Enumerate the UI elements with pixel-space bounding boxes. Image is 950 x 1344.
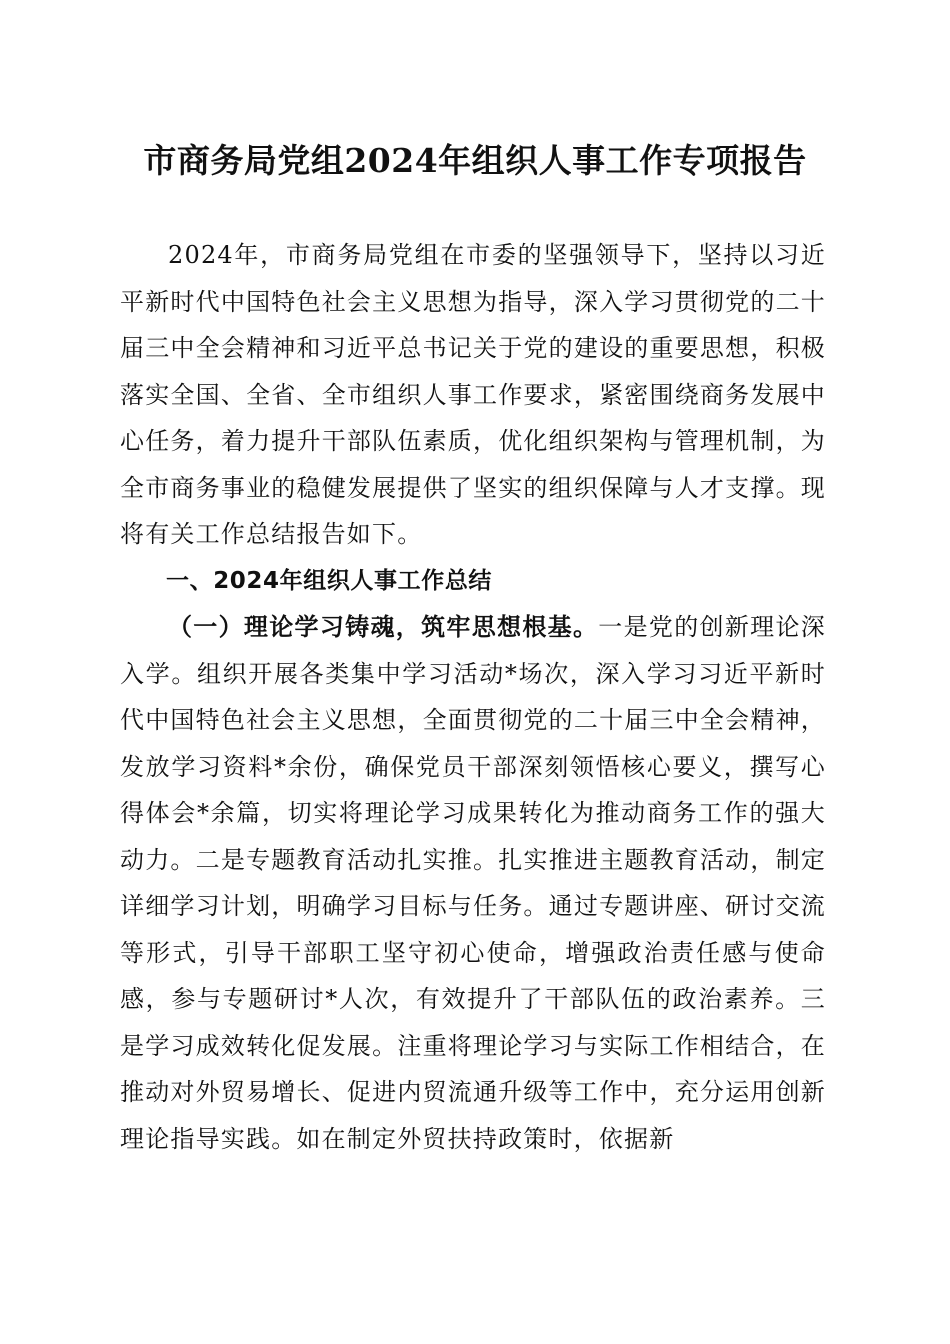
- subsection-lead-1: （一）理论学习铸魂，筑牢思想根基。: [168, 612, 599, 641]
- intro-paragraph: 2024年，市商务局党组在市委的坚强领导下，坚持以习近平新时代中国特色社会主义思想为指导，深入学习贯彻党的二十届三中全会精神和习近平总书记关于党的建设的重要思想，积极落实全国、全省、全市组织人事工作要求，紧密围绕商务发展中心任务，着力提升干部队伍素质，优化组织架构与管理机制，为全市商务事业的稳健发展提供了坚实的组织保障与人才支撑。现将有关工作总结报告如下。: [120, 241, 826, 548]
- section-heading-1: 一、2024年组织人事工作总结: [166, 567, 493, 594]
- document-body: [120, 232, 826, 1162]
- subsection-text-1: 一是党的创新理论深入学。组织开展各类集中学习活动*场次，深入学习习近平新时代中国特色社会主义思想，全面贯彻党的二十届三中全会精神，发放学习资料*余份，确保党员干部深刻领悟核心要义，撰写心得体会*余篇，切实将理论学习成果转化为推动商务工作的强大动力。二是专题教育活动扎实推。扎实推进主题教育活动，制定详细学习计划，明确学习目标与任务。通过专题讲座、研讨交流等形式，引导干部职工坚守初心使命，增强政治责任感与使命感，参与专题研讨*人次，有效提升了干部队伍的政治素养。三是学习成效转化促发展。注重将理论学习与实际工作相结合，在推动对外贸易增长、促进内贸流通升级等工作中，充分运用创新理论指导实践。如在制定外贸扶持政策时，依据新: [120, 613, 826, 1153]
- subsection-paragraph-1: [120, 604, 826, 1162]
- document-title: 市商务局党组2024年组织人事工作专项报告: [143, 141, 807, 180]
